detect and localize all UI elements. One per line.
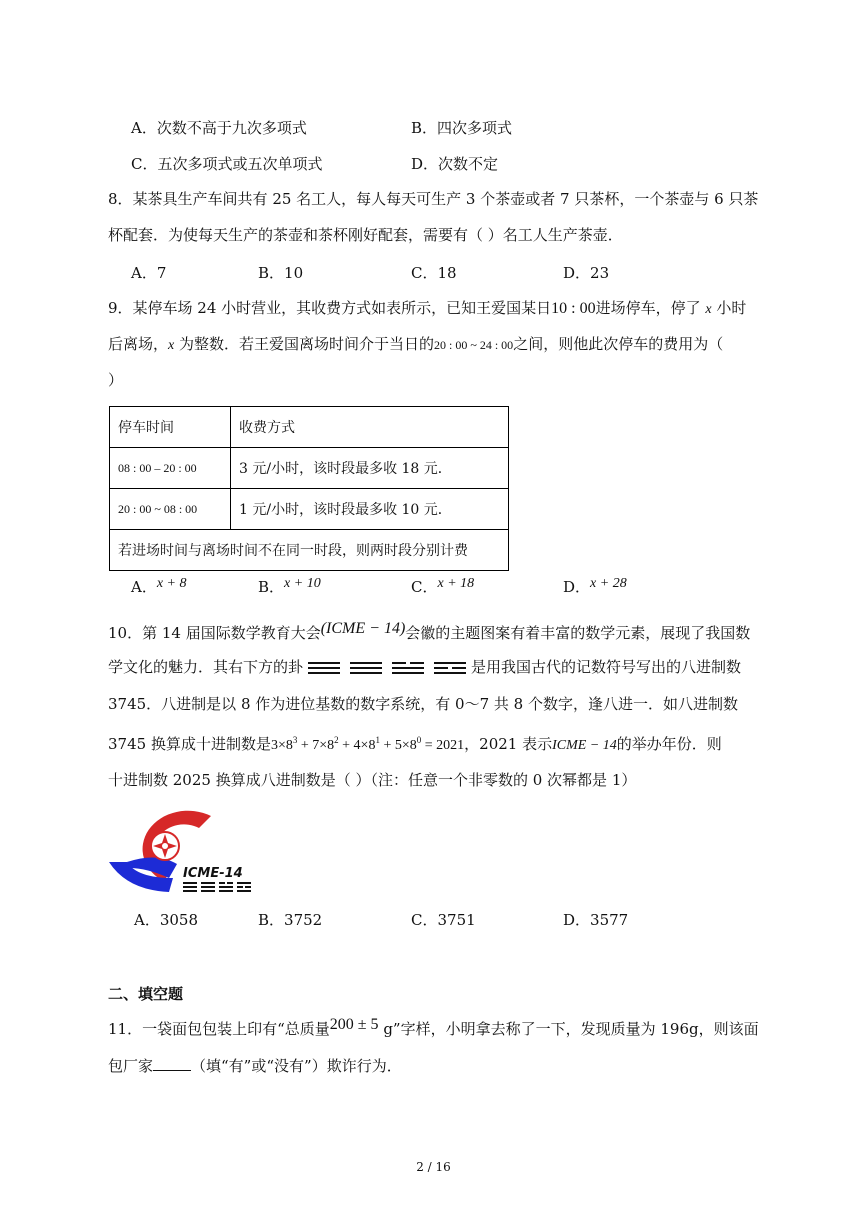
- q9-option-a: [131, 576, 187, 597]
- q10-icme-2: ICME − 14: [552, 738, 617, 753]
- q9-option-c-label: C．: [411, 578, 438, 596]
- fee-table: [109, 406, 509, 571]
- fee-table-row: [110, 448, 509, 489]
- q9-line2-text-b: 为整数．若王爱国离场时间介于当日的: [174, 335, 435, 353]
- q7-option-b: B．四次多项式: [411, 119, 513, 137]
- q9-option-c-value: x + 18: [437, 576, 475, 591]
- q10-line1: [108, 620, 751, 644]
- q11-line1-text: 11．一袋面包包装上印有“总质量: [108, 1020, 330, 1038]
- q10-option-d: D．3577: [563, 911, 629, 929]
- q10-line1-text: 10．第 14 届国际数学教育大会: [108, 624, 321, 642]
- q9-option-d-label: D．: [563, 578, 591, 596]
- fee-table-header-row: [110, 407, 509, 448]
- fee-row2-method: 1 元/小时，该时段最多收 10 元．: [231, 489, 509, 530]
- q10-line2-text-b: 是用我国古代的记数符号写出的八进制数: [471, 658, 742, 676]
- q9-option-d-value: x + 28: [590, 576, 627, 591]
- q9-option-b-value: x + 10: [284, 576, 321, 591]
- q10-line4: [108, 734, 722, 756]
- page-number: 2 / 16: [416, 1160, 451, 1174]
- q8-option-a: A．7: [131, 264, 167, 282]
- q8-option-d: D．23: [563, 264, 610, 282]
- q9-option-d: [563, 576, 627, 597]
- trigram-5-icon: [434, 661, 466, 675]
- fee-row1-method: 3 元/小时，该时段最多收 18 元．: [231, 448, 509, 489]
- q11-line1: [108, 1016, 759, 1040]
- fee-row2-time: 20 : 00 ~ 08 : 00: [110, 489, 231, 530]
- q9-line1: [108, 298, 746, 320]
- section-title: 二、填空题: [108, 985, 184, 1003]
- fee-row1-time: 08 : 00 – 20 : 00: [110, 448, 231, 489]
- q8-line2: 杯配套．为使每天生产的茶壶和茶杯刚好配套，需要有（ ）名工人生产茶壶．: [108, 226, 623, 244]
- q9-range: 20 : 00 ~ 24 : 00: [434, 338, 514, 352]
- q10-option-b: B．3752: [258, 911, 323, 929]
- q9-line2: [108, 334, 723, 356]
- q10-option-a: A．3058: [134, 911, 199, 929]
- answer-blank[interactable]: [153, 1056, 191, 1071]
- fee-header-time: 停车时间: [110, 407, 231, 448]
- q9-option-b: [258, 576, 321, 597]
- q9-option-c: [411, 576, 474, 597]
- q9-var-x: x: [705, 302, 712, 317]
- trigram-4-icon: [392, 661, 424, 675]
- q10-line4-text: 3745 换算成十进制数是: [108, 735, 271, 753]
- q9-option-a-value: x + 8: [156, 576, 187, 591]
- q10-line1-text-b: 会徽的主题图案有着丰富的数学元素，展现了我国数: [405, 624, 751, 642]
- q11-line2-text: 包厂家: [108, 1057, 154, 1075]
- q9-line1-text: 9．某停车场 24 小时营业，其收费方式如表所示，已知王爱国某日: [108, 299, 552, 317]
- logo-star-dot: [162, 843, 168, 849]
- q11-line2: [108, 1056, 402, 1076]
- q9-line1-text-b: 进场停车，停了: [595, 299, 706, 317]
- q11-line1-text-b: g”字样，小明拿去称了一下，发现质量为 196g，则该面: [378, 1020, 759, 1038]
- fee-table-row: [110, 489, 509, 530]
- q9-line1-text-c: 小时: [711, 299, 747, 317]
- q8-option-c: C．18: [411, 264, 457, 282]
- q8-line1: 8．某茶具生产车间共有 25 名工人，每人每天可生产 3 个茶壶或者 7 只茶杯，一个茶壶与 6 只茶: [108, 190, 759, 208]
- q9-line2-text: 后离场，: [108, 335, 169, 353]
- q9-line3: ）: [108, 371, 124, 389]
- q11-mass: 200 ± 5: [329, 1016, 379, 1033]
- q10-icme: (ICME − 14): [320, 620, 406, 637]
- q10-line4-text-b: ，2021 表示: [464, 735, 553, 753]
- trigram-7-icon: [350, 661, 382, 675]
- fee-header-method: 收费方式: [231, 407, 509, 448]
- q11-line2-text-b: （填“有”或“没有”）欺诈行为．: [191, 1057, 402, 1075]
- q7-option-c: C．五次多项式或五次单项式: [131, 155, 323, 173]
- logo-text: ICME-14: [183, 866, 243, 881]
- q8-option-b: B．10: [258, 264, 304, 282]
- q10-line2-text: 学文化的魅力．其右下方的卦: [108, 658, 304, 676]
- q10-line3: 3745．八进制是以 8 作为进位基数的数字系统，有 0～7 共 8 个数字，逢八进一．如八进制数: [108, 695, 738, 713]
- q10-line4-text-c: 的举办年份．则: [616, 735, 722, 753]
- logo-trigrams: [183, 882, 251, 892]
- q10-option-c: C．3751: [411, 911, 476, 929]
- q9-option-a-label: A．: [131, 578, 157, 596]
- fee-table-note-row: [110, 530, 509, 571]
- q9-time-in: 10 : 00: [551, 300, 596, 317]
- icme-14-logo: [107, 808, 267, 896]
- q9-option-b-label: B．: [258, 578, 285, 596]
- trigram-3-icon: [308, 661, 340, 675]
- q10-formula: $3\times 8^3 + 7\times 8^2 + 4\times 8^1 + 5\times 8^0 = 2021$: [270, 735, 465, 753]
- q9-var-x-2: x: [168, 338, 175, 353]
- q7-option-d: D．次数不定: [411, 155, 499, 173]
- q9-line2-text-c: 之间，则他此次停车的费用为（: [513, 335, 724, 353]
- q10-line5: 十进制数 2025 换算成八进制数是（ ）（注：任意一个非零数的 0 次幂都是 1）: [108, 771, 637, 789]
- fee-note: 若进场时间与离场时间不在同一时段，则两时段分别计费: [110, 530, 509, 571]
- q7-option-a: A．次数不高于九次多项式: [131, 119, 307, 137]
- q10-line2: [108, 657, 741, 677]
